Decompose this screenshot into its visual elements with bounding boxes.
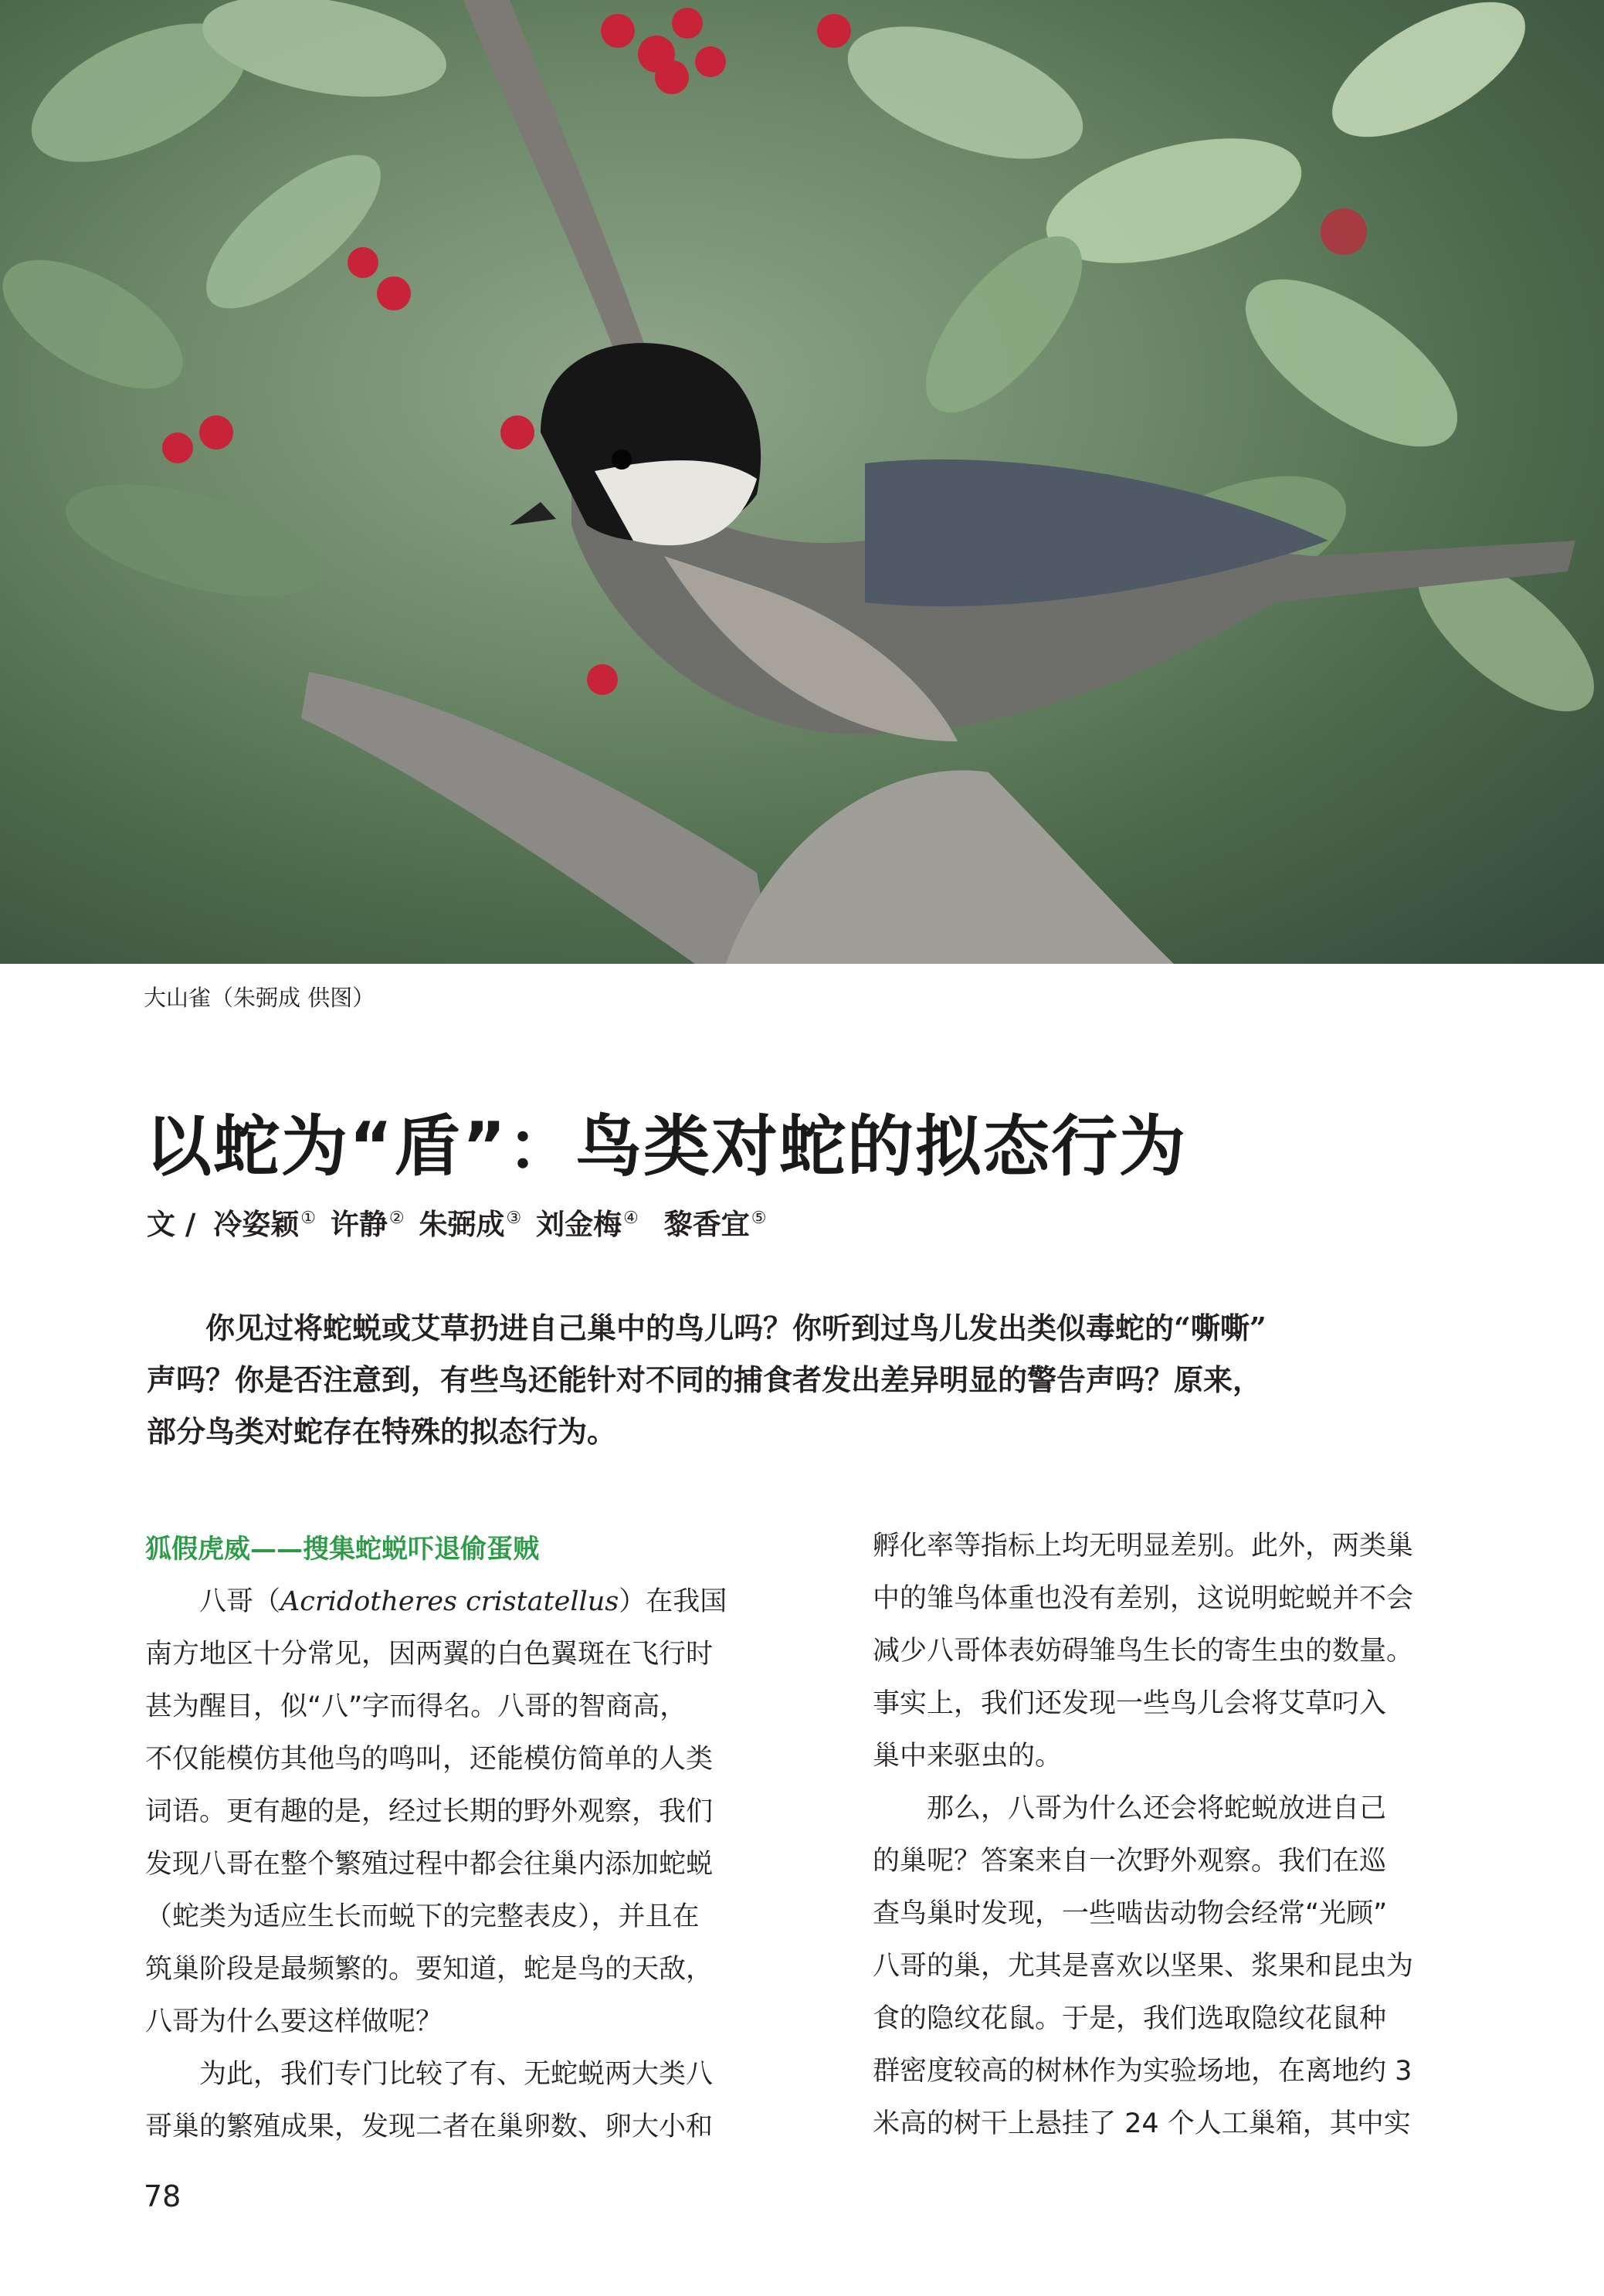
photo-caption: 大山雀（朱弼成 供图）	[144, 985, 375, 1011]
author: 刘金梅④	[536, 1207, 639, 1241]
lead-line: 部分鸟类对蛇存在特殊的拟态行为。	[147, 1414, 617, 1449]
body-line: 词语。更有趣的是，经过长期的野外观察，我们	[145, 1796, 714, 1827]
body-line: 食的隐纹花鼠。于是，我们选取隐纹花鼠种	[873, 2003, 1387, 2034]
body-line: 八哥（Acridotheres cristatellus）在我国	[199, 1586, 727, 1617]
author: 许静②	[330, 1207, 405, 1241]
body-line: 八哥为什么要这样做呢？	[145, 2006, 443, 2037]
bird-photo	[0, 0, 1604, 964]
section-heading: 狐假虎威——搜集蛇蜕吓退偷蛋贼	[145, 1534, 539, 1565]
body-line: 南方地区十分常见，因两翼的白色翼斑在飞行时	[145, 1639, 714, 1670]
byline	[147, 1201, 771, 1243]
body-line: 群密度较高的树林作为实验场地，在离地约 3	[873, 2056, 1412, 2087]
body-line: 不仅能模仿其他鸟的鸣叫，还能模仿简单的人类	[145, 1744, 714, 1775]
bird-illustration	[0, 0, 1604, 964]
body-line: 甚为醒目，似“八”字而得名。八哥的智商高，	[145, 1691, 687, 1722]
byline-prefix: 文 /	[147, 1207, 196, 1241]
lead-line: 你见过将蛇蜕或艾草扔进自己巢中的鸟儿吗？你听到过鸟儿发出类似毒蛇的“嘶嘶”	[205, 1311, 1267, 1345]
author: 黎香宜⑤	[663, 1207, 767, 1241]
author: 冷姿颖①	[213, 1207, 317, 1241]
lead-paragraph	[147, 1302, 1413, 1457]
body-line: 那么，八哥为什么还会将蛇蜕放进自己	[927, 1793, 1387, 1824]
body-line: 哥巢的繁殖成果，发现二者在巢卵数、卵大小和	[145, 2111, 714, 2142]
right-column	[873, 1520, 1490, 2150]
left-column	[145, 1523, 763, 2153]
body-line: 米高的树干上悬挂了 24 个人工巢箱，其中实	[873, 2108, 1411, 2139]
body-line: 的巢呢？答案来自一次野外观察。我们在巡	[873, 1846, 1387, 1877]
body-line: 八哥的巢，尤其是喜欢以坚果、浆果和昆虫为	[873, 1951, 1414, 1982]
body-line: 为此，我们专门比较了有、无蛇蜕两大类八	[199, 2059, 714, 2090]
lead-line: 声吗？你是否注意到，有些鸟还能针对不同的捕食者发出差异明显的警告声吗？原来，	[147, 1362, 1263, 1397]
article-title: 以蛇为“盾”：鸟类对蛇的拟态行为	[145, 1108, 1188, 1185]
page-number: 78	[144, 2179, 181, 2213]
body-line: 发现八哥在整个繁殖过程中都会往巢内添加蛇蜕	[145, 1849, 714, 1880]
body-line: 巢中来驱虫的。	[873, 1741, 1063, 1772]
body-line: 孵化率等指标上均无明显差别。此外，两类巢	[873, 1531, 1414, 1562]
body-line: 减少八哥体表妨碍雏鸟生长的寄生虫的数量。	[873, 1636, 1414, 1667]
author: 朱弼成③	[419, 1207, 522, 1241]
body-line: 中的雏鸟体重也没有差别，这说明蛇蜕并不会	[873, 1583, 1414, 1614]
body-line: （蛇类为适应生长而蜕下的完整表皮），并且在	[145, 1901, 700, 1932]
body-line: 筑巢阶段是最频繁的。要知道，蛇是鸟的天敌，	[145, 1954, 714, 1985]
body-line: 事实上，我们还发现一些鸟儿会将艾草叼入	[873, 1688, 1387, 1719]
body-line: 查鸟巢时发现，一些啮齿动物会经常“光顾”	[873, 1898, 1388, 1929]
